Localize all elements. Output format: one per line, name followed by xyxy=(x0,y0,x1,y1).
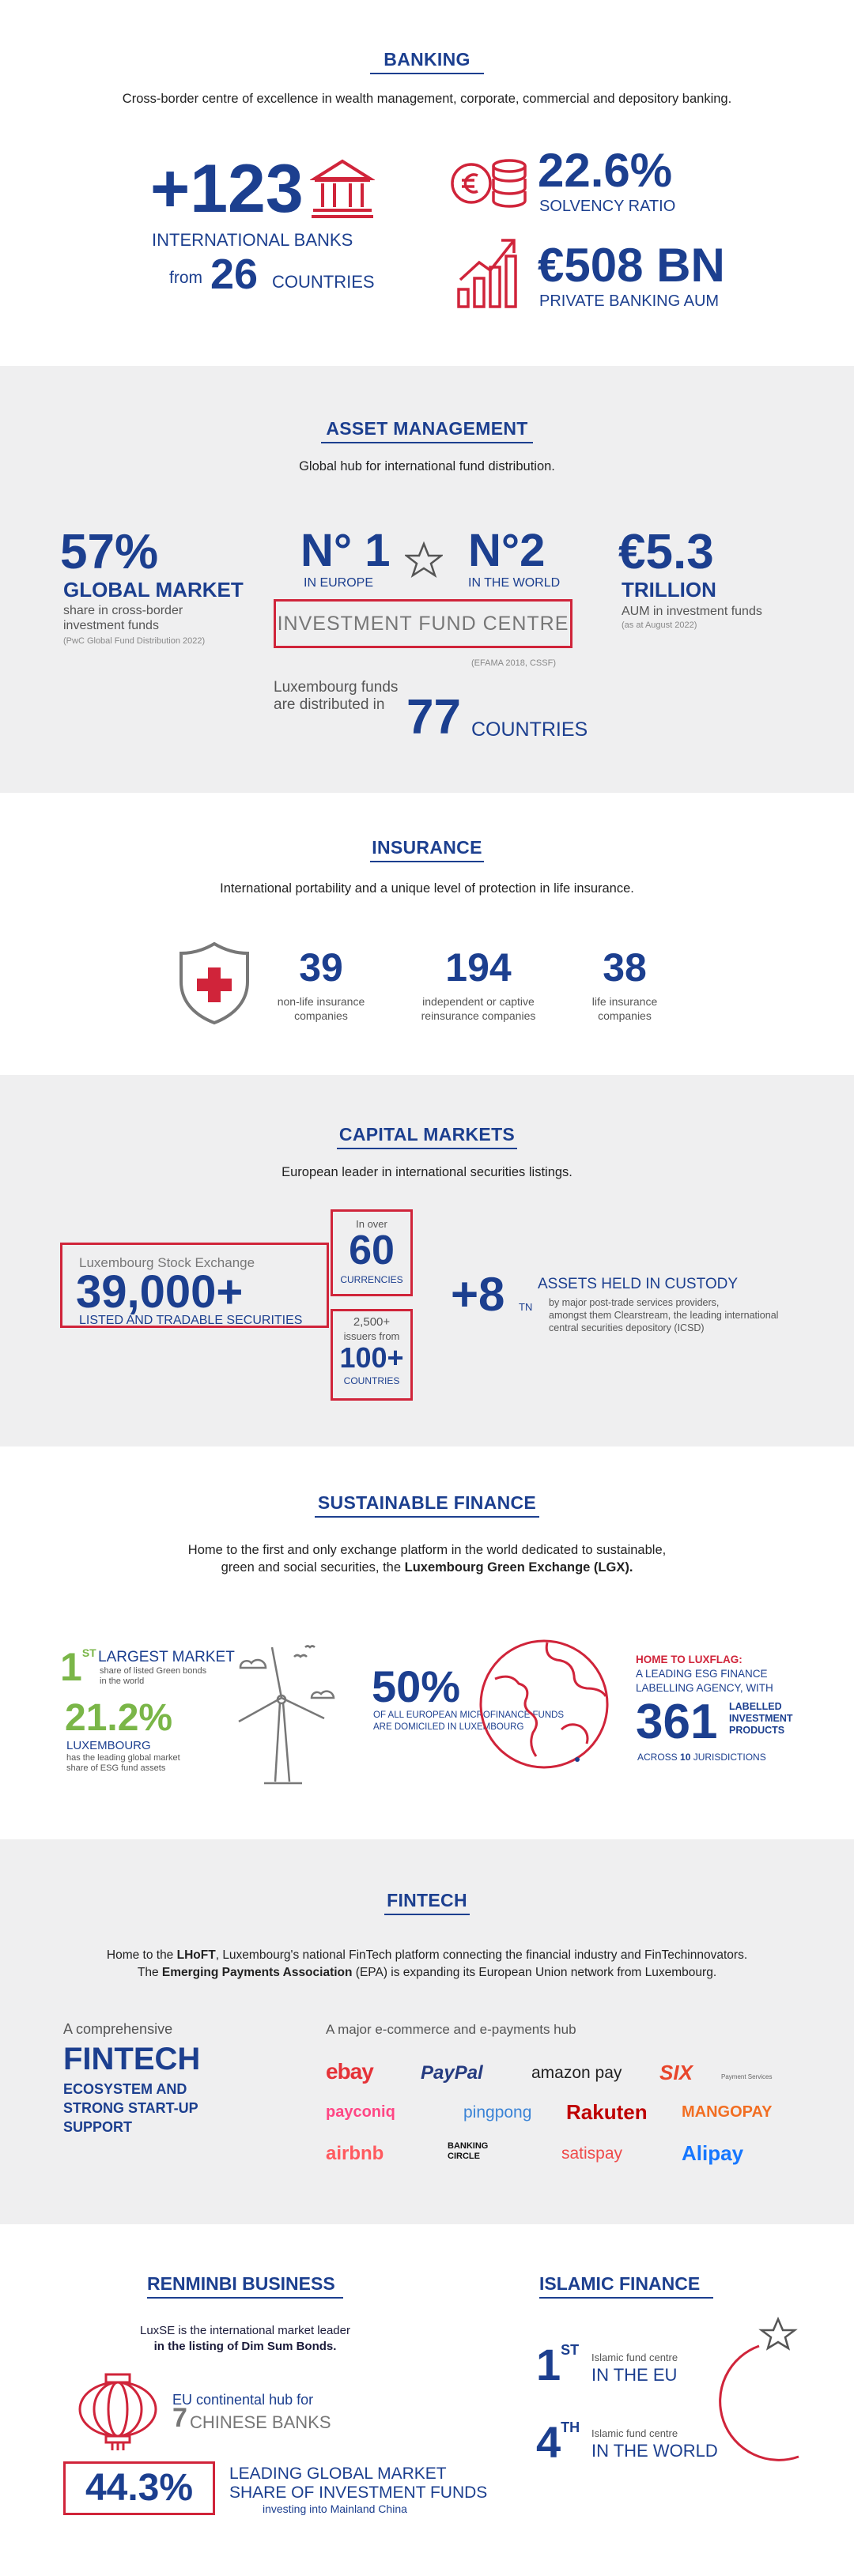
renminbi-title: RENMINBI BUSINESS xyxy=(147,2273,335,2294)
aum-value: €508 BN xyxy=(538,239,725,292)
labelled-products-1: LABELLED xyxy=(729,1701,782,1712)
renminbi-line-2: in the listing of Dim Sum Bonds. xyxy=(153,2340,337,2353)
efama-source: (EFAMA 2018, CSSF) xyxy=(471,658,556,668)
bankingcircle-logo: BANKING CIRCLE xyxy=(448,2141,489,2161)
sustainable-finance-section xyxy=(0,1446,854,1839)
lantern-icon xyxy=(74,2373,161,2456)
islamic-first-label: IN THE EU xyxy=(591,2365,678,2385)
paypal-logo: PayPal xyxy=(421,2062,483,2084)
securities-label: LISTED AND TRADABLE SECURITIES xyxy=(79,1314,303,1327)
comprehensive-label: A comprehensive xyxy=(63,2021,173,2037)
market-share-desc-2: investment funds xyxy=(63,619,159,632)
rank-world-label: IN THE WORLD xyxy=(468,576,561,590)
market-share-value: 57% xyxy=(60,525,159,579)
renminbi-hub: EU continental hub for xyxy=(172,2392,314,2408)
islamic-first-desc: Islamic fund centre xyxy=(591,2352,678,2363)
trillion-desc: AUM in investment funds xyxy=(622,605,762,618)
capital-underline xyxy=(337,1148,517,1149)
currencies-value: 60 xyxy=(349,1228,395,1273)
countries-count: 26 xyxy=(210,251,259,298)
securities-value: 39,000+ xyxy=(76,1266,244,1318)
rakuten-logo: Rakuten xyxy=(566,2100,648,2124)
market-share-label: GLOBAL MARKET xyxy=(63,578,244,602)
wind-turbine-icon xyxy=(225,1639,343,1793)
banks-label: INTERNATIONAL BANKS xyxy=(152,230,353,250)
asset-management-section xyxy=(0,366,854,793)
labelled-products-2: INVESTMENT xyxy=(729,1713,793,1724)
globe-icon xyxy=(474,1635,614,1778)
fintech-underline xyxy=(384,1914,470,1915)
bank-building-icon xyxy=(310,157,375,225)
banks-count: +123 xyxy=(150,151,304,227)
asset-title: ASSET MANAGEMENT xyxy=(326,418,528,439)
trillion-date: (as at August 2022) xyxy=(622,620,697,630)
solvency-label: SOLVENCY RATIO xyxy=(539,198,676,215)
capital-subtitle: European leader in international securities listings. xyxy=(282,1165,572,1179)
shield-cross-icon xyxy=(177,941,251,1030)
renminbi-line-1: LuxSE is the international market leader xyxy=(140,2324,350,2337)
currencies-label: CURRENCIES xyxy=(340,1274,403,1285)
market-share-desc-1: share in cross-border xyxy=(63,604,183,617)
custody-desc-3: central securities depository (ICSD) xyxy=(549,1322,705,1333)
renminbi-underline xyxy=(147,2297,343,2299)
nonlife-label-2: companies xyxy=(294,1009,348,1022)
custody-value: +8 xyxy=(451,1268,505,1321)
reinsurance-label-1: independent or captive xyxy=(422,995,535,1008)
reinsurance-label-2: reinsurance companies xyxy=(421,1009,536,1022)
distributed-count: 77 xyxy=(406,690,461,745)
reinsurance-value: 194 xyxy=(445,945,512,990)
satispay-logo: satispay xyxy=(561,2144,623,2163)
sustainable-subtitle-2b: Luxembourg Green Exchange (LGX). xyxy=(404,1560,633,1575)
distributed-text-1: Luxembourg funds xyxy=(274,679,399,696)
esg-lux: LUXEMBOURG xyxy=(66,1739,151,1752)
sustainable-title: SUSTAINABLE FINANCE xyxy=(317,1492,537,1513)
capital-title: CAPITAL MARKETS xyxy=(338,1124,516,1145)
largest-desc-2: in the world xyxy=(100,1676,145,1686)
first-rank: 1ST xyxy=(60,1645,96,1689)
star-icon xyxy=(405,541,443,582)
islamic-first: 1ST xyxy=(536,2340,580,2389)
insurance-subtitle: International portability and a unique level of protection in life insurance. xyxy=(220,881,634,896)
rank-europe-label: IN EUROPE xyxy=(304,576,374,590)
islamic-underline xyxy=(539,2297,713,2299)
solvency-value: 22.6% xyxy=(538,144,673,197)
fintech-section xyxy=(0,1839,854,2224)
asset-subtitle: Global hub for international fund distribution. xyxy=(299,459,555,473)
growth-chart-icon xyxy=(455,234,520,314)
insurance-title: INSURANCE xyxy=(372,837,482,858)
countries-label: COUNTRIES xyxy=(272,272,375,292)
esg-pct: 21.2% xyxy=(65,1697,173,1739)
largest-desc-1: share of listed Green bonds xyxy=(100,1666,207,1676)
life-label-2: companies xyxy=(598,1009,652,1022)
rank-world: N°2 xyxy=(468,525,546,576)
asset-underline xyxy=(321,442,533,443)
issuers-from: issuers from xyxy=(343,1330,400,1342)
sustainable-subtitle-2 xyxy=(0,1560,854,1575)
leading-2: SHARE OF INVESTMENT FUNDS xyxy=(229,2484,488,2502)
custody-unit: TN xyxy=(519,1301,533,1313)
fintech-line-1: Home to the LHoFT, Luxembourg's national FinTech platform connecting the financial industry and FinTechinnovators. xyxy=(106,1948,748,1962)
labelled-products-3: PRODUCTS xyxy=(729,1725,785,1736)
distributed-text-2: are distributed in xyxy=(274,696,385,713)
fintech-line-2: The Emerging Payments Association (EPA) is expanding its European Union network from Luxembourg. xyxy=(137,1966,717,1979)
insurance-section xyxy=(0,793,854,1075)
amazonpay-logo: amazon pay xyxy=(531,2064,622,2082)
aum-label: PRIVATE BANKING AUM xyxy=(539,292,720,310)
esg-desc-2: share of ESG fund assets xyxy=(66,1763,166,1773)
ecosystem-3: SUPPORT xyxy=(63,2119,133,2135)
pingpong-logo: pingpong xyxy=(463,2103,532,2122)
luxflag-1: HOME TO LUXFLAG: xyxy=(636,1654,743,1665)
issuers-count: 2,500+ xyxy=(353,1315,391,1329)
hub-label: A major e-commerce and e-payments hub xyxy=(326,2022,576,2037)
nonlife-label-1: non-life insurance xyxy=(277,995,365,1008)
sustainable-subtitle-1: Home to the first and only exchange platform in the world dedicated to sustainable, xyxy=(187,1543,667,1557)
ecosystem-1: ECOSYSTEM AND xyxy=(63,2081,187,2097)
six-sub: Payment Services xyxy=(721,2073,773,2080)
microfinance-value: 50% xyxy=(372,1661,461,1711)
fund-centre-label: INVESTMENT FUND CENTRE xyxy=(277,613,569,635)
chinese-banks-label: CHINESE BANKS xyxy=(190,2412,331,2432)
fintech-title: FINTECH xyxy=(387,1890,467,1910)
leading-1: LEADING GLOBAL MARKET xyxy=(229,2465,447,2483)
capital-markets-section xyxy=(0,1075,854,1446)
ecosystem-2: STRONG START-UP xyxy=(63,2100,198,2116)
esg-desc-1: has the leading global market xyxy=(66,1753,180,1763)
payconiq-logo: payconiq xyxy=(326,2103,395,2121)
jurisdictions: ACROSS 10 JURISDICTIONS xyxy=(637,1752,766,1763)
islamic-title: ISLAMIC FINANCE xyxy=(539,2273,701,2294)
mangopay-logo: MANGOPAY xyxy=(682,2103,773,2121)
custody-label: ASSETS HELD IN CUSTODY xyxy=(538,1276,739,1292)
custody-desc-2: amongst them Clearstream, the leading international xyxy=(549,1310,779,1321)
labelled-products-value: 361 xyxy=(636,1695,718,1749)
market-share-source: (PwC Global Fund Distribution 2022) xyxy=(63,636,206,646)
rank-europe: N° 1 xyxy=(300,525,391,576)
chinese-banks-count: 7 xyxy=(172,2403,187,2433)
sustainable-subtitle-2a: green and social securities, the xyxy=(221,1560,405,1575)
custody-desc-1: by major post-trade services providers, xyxy=(549,1297,720,1308)
fintech-big: FINTECH xyxy=(63,2042,201,2076)
islamic-fourth-label: IN THE WORLD xyxy=(591,2441,718,2461)
life-label-1: life insurance xyxy=(591,995,658,1008)
airbnb-logo: airbnb xyxy=(326,2143,384,2164)
exchange-name: Luxembourg Stock Exchange xyxy=(79,1255,255,1270)
issuers-countries: 100+ xyxy=(339,1341,404,1374)
ebay-logo: ebay xyxy=(326,2059,373,2084)
six-logo: SIX xyxy=(659,2061,693,2084)
life-value: 38 xyxy=(603,945,647,990)
luxflag-3: LABELLING AGENCY, WITH xyxy=(636,1682,773,1694)
banks-from: from xyxy=(169,269,202,287)
renminbi-pct: 44.3% xyxy=(85,2467,194,2509)
microfinance-desc-1: OF ALL EUROPEAN MICROFINANCE FUNDS xyxy=(373,1710,565,1720)
islamic-fourth: 4TH xyxy=(536,2417,580,2467)
distributed-label: COUNTRIES xyxy=(471,718,588,741)
banking-section xyxy=(0,0,854,366)
alipay-logo: Alipay xyxy=(682,2141,744,2165)
in-over: In over xyxy=(356,1218,387,1230)
sustainable-underline xyxy=(315,1516,539,1518)
coins-euro-icon xyxy=(448,155,528,214)
largest-market: LARGEST MARKET xyxy=(98,1649,235,1665)
renminbi-islamic-section xyxy=(0,2224,854,2576)
insurance-underline xyxy=(370,861,484,862)
issuers-countries-label: COUNTRIES xyxy=(343,1375,400,1386)
banking-subtitle: Cross-border centre of excellence in wealth management, corporate, commercial and depository banking. xyxy=(122,92,732,106)
banking-underline xyxy=(370,73,484,74)
islamic-fourth-desc: Islamic fund centre xyxy=(591,2427,678,2439)
trillion-label: TRILLION xyxy=(622,578,716,602)
luxflag-2: A LEADING ESG FINANCE xyxy=(636,1668,768,1680)
trillion-value: €5.3 xyxy=(618,525,714,579)
leading-3: investing into Mainland China xyxy=(263,2502,407,2515)
nonlife-value: 39 xyxy=(299,945,343,990)
banking-title: BANKING xyxy=(384,49,470,70)
microfinance-desc-2: ARE DOMICILED IN LUXEMBOURG xyxy=(373,1722,524,1732)
